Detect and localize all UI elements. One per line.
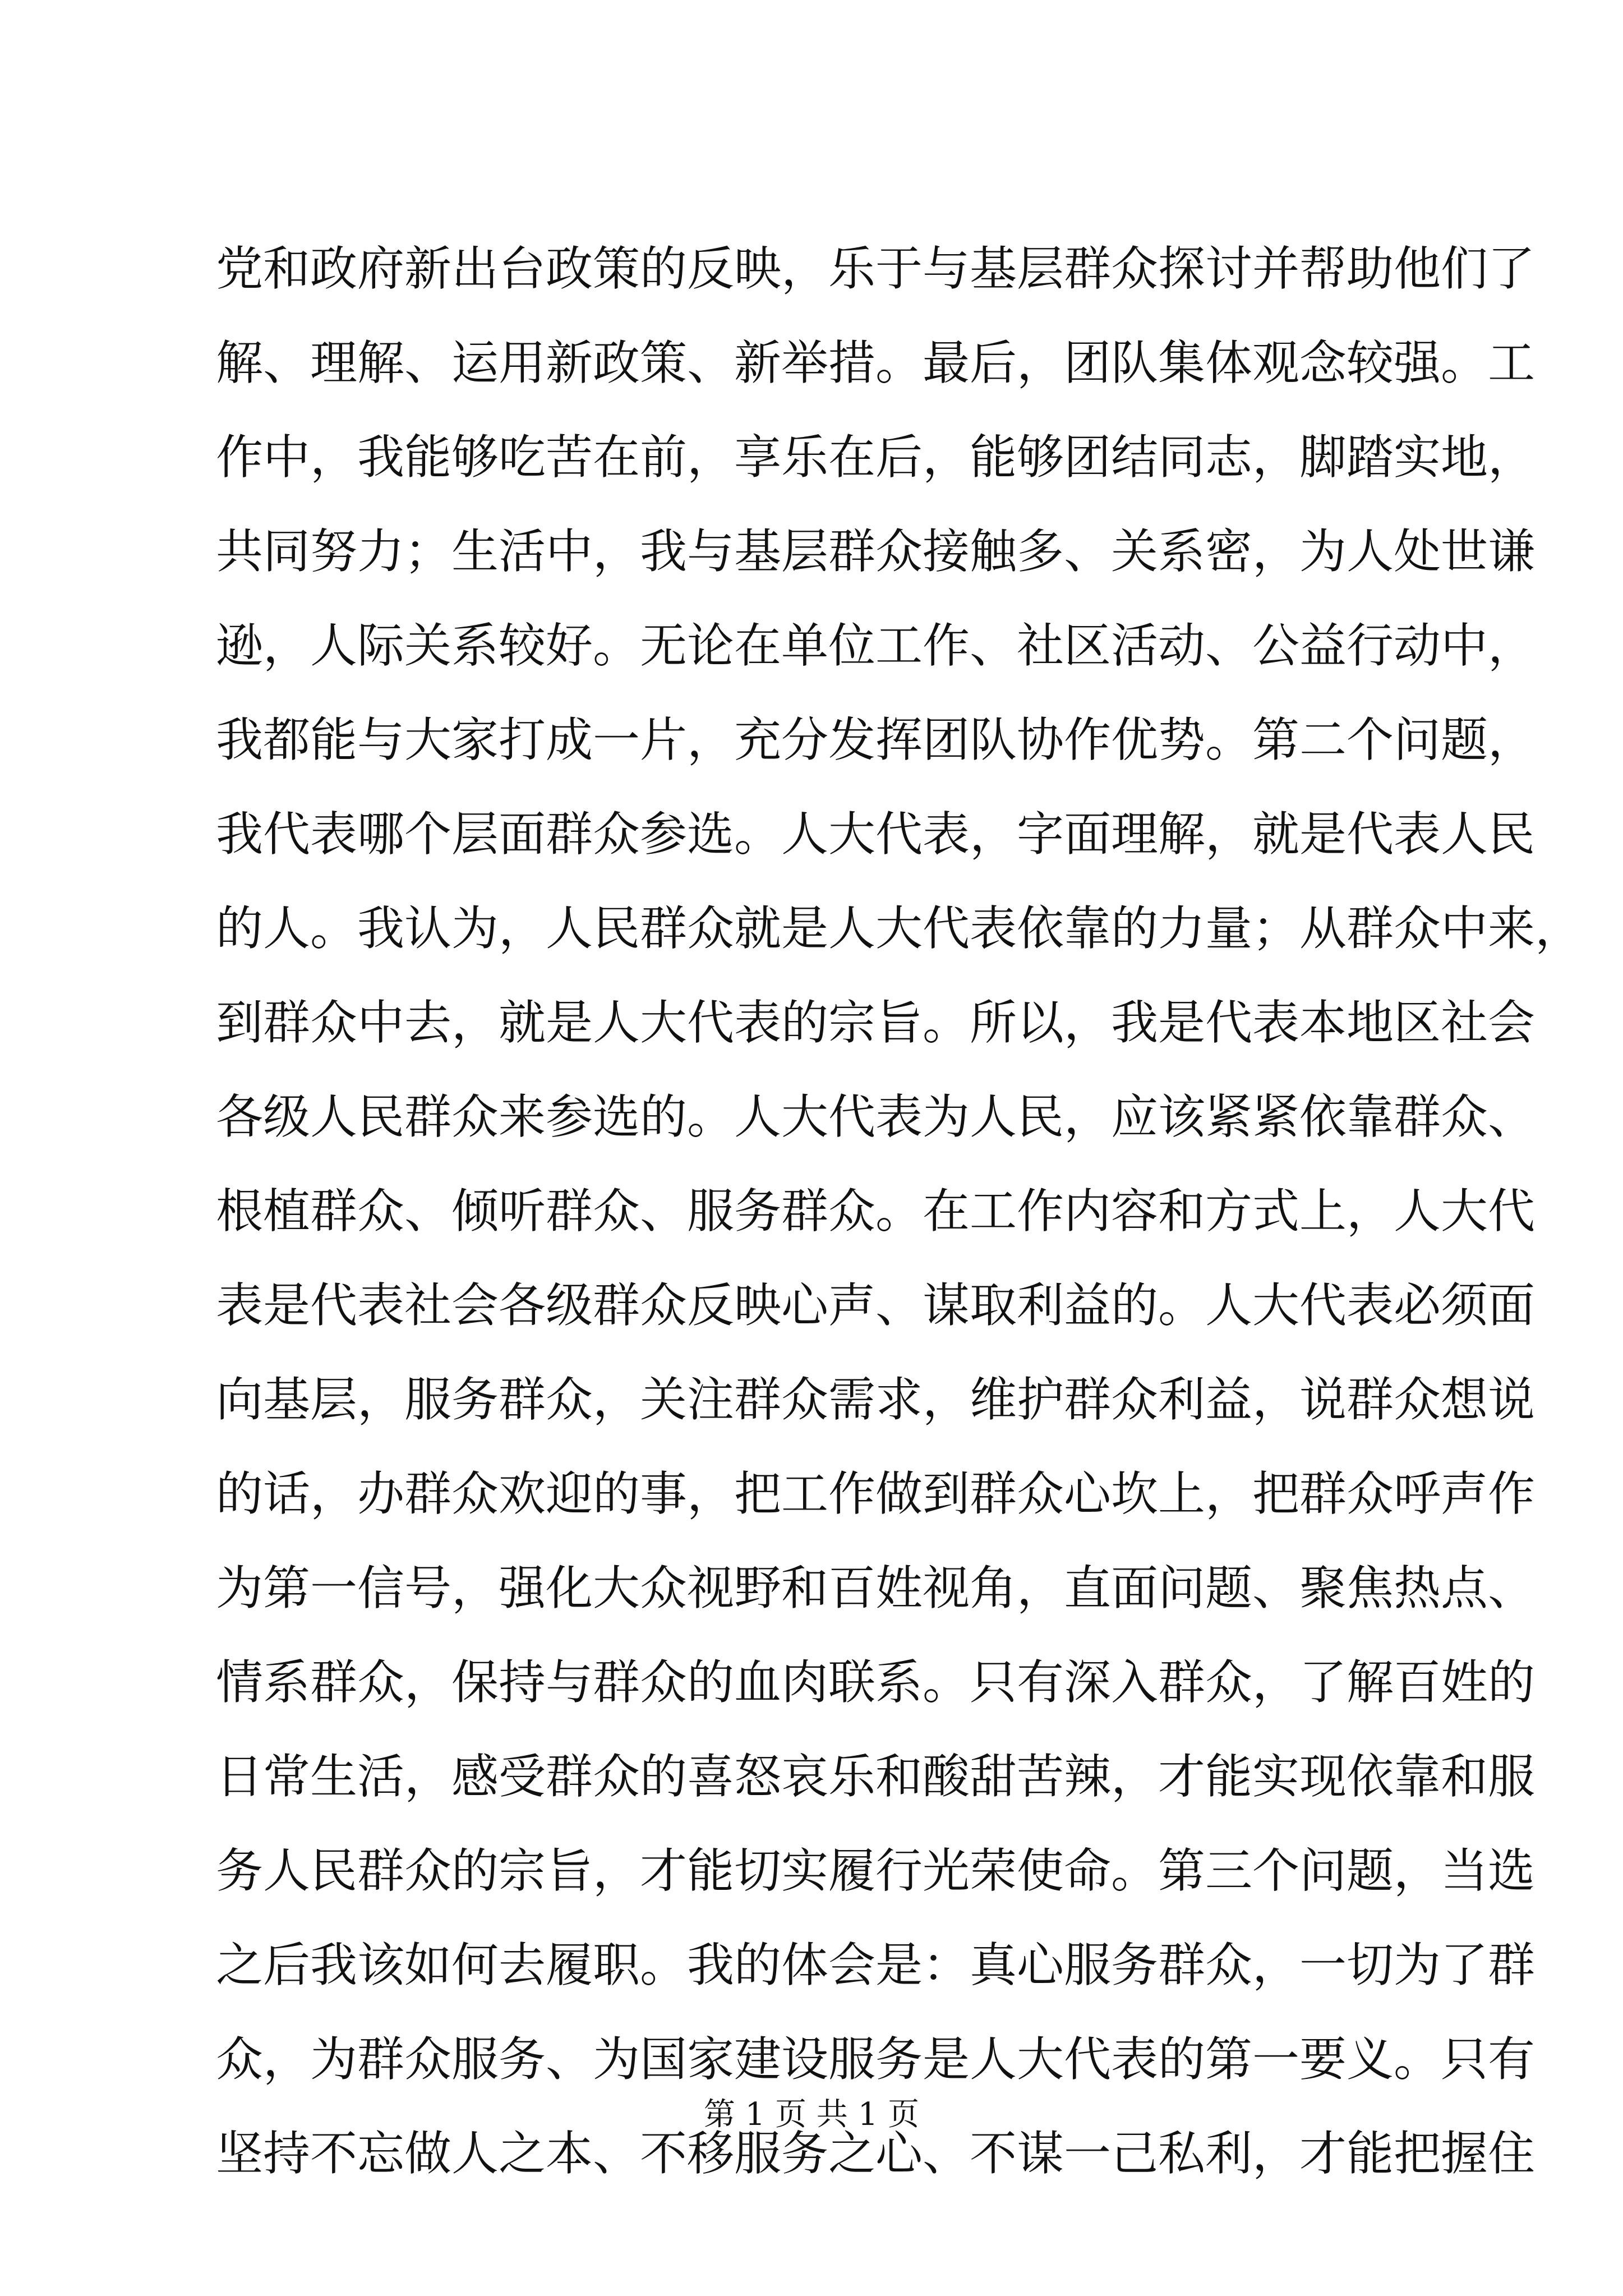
text-line: 向基层，服务群众，关注群众需求，维护群众利益，说群众想说 bbox=[216, 1372, 1536, 1427]
text-line: 日常生活，感受群众的喜怒哀乐和酸甜苦辣，才能实现依靠和服 bbox=[216, 1749, 1536, 1804]
text-line: 共同努力；生活中，我与基层群众接触多、关系密，为人处世谦 bbox=[216, 524, 1536, 579]
text-line: 务人民群众的宗旨，才能切实履行光荣使命。第三个问题，当选 bbox=[216, 1843, 1536, 1898]
text-line: 到群众中去，就是人大代表的宗旨。所以，我是代表本地区社会 bbox=[216, 995, 1536, 1050]
text-line: 之后我该如何去履职。我的体会是：真心服务群众，一切为了群 bbox=[216, 1938, 1536, 1993]
text-line: 的人。我认为，人民群众就是人大代表依靠的力量；从群众中来， bbox=[216, 901, 1583, 956]
text-line: 作中，我能够吃苦在前，享乐在后，能够团结同志，脚踏实地， bbox=[216, 430, 1536, 485]
text-line: 逊，人际关系较好。无论在单位工作、社区活动、公益行动中， bbox=[216, 618, 1536, 673]
text-line: 根植群众、倾听群众、服务群众。在工作内容和方式上，人大代 bbox=[216, 1184, 1536, 1239]
text-line: 为第一信号，强化大众视野和百姓视角，直面问题、聚焦热点、 bbox=[216, 1561, 1536, 1616]
text-line: 坚持不忘做人之本、不移服务之心、不谋一己私利，才能把握住 bbox=[216, 2126, 1536, 2181]
text-line: 众，为群众服务、为国家建设服务是人大代表的第一要义。只有 bbox=[216, 2032, 1536, 2087]
text-line: 表是代表社会各级群众反映心声、谋取利益的。人大代表必须面 bbox=[216, 1278, 1536, 1333]
text-line: 情系群众，保持与群众的血肉联系。只有深入群众，了解百姓的 bbox=[216, 1655, 1536, 1710]
text-line: 我都能与大家打成一片，充分发挥团队协作优势。第二个问题， bbox=[216, 712, 1536, 767]
body-text bbox=[216, 222, 1583, 2201]
page-number-footer: 第 1 页 共 1 页 bbox=[703, 2096, 920, 2133]
text-line: 解、理解、运用新政策、新举措。最后，团队集体观念较强。工 bbox=[216, 335, 1536, 390]
text-line: 的话，办群众欢迎的事，把工作做到群众心坎上，把群众呼声作 bbox=[216, 1466, 1536, 1521]
text-line: 我代表哪个层面群众参选。人大代表，字面理解，就是代表人民 bbox=[216, 807, 1536, 862]
text-line: 各级人民群众来参选的。人大代表为人民，应该紧紧依靠群众、 bbox=[216, 1089, 1536, 1144]
text-line: 党和政府新出台政策的反映，乐于与基层群众探讨并帮助他们了 bbox=[216, 241, 1536, 296]
